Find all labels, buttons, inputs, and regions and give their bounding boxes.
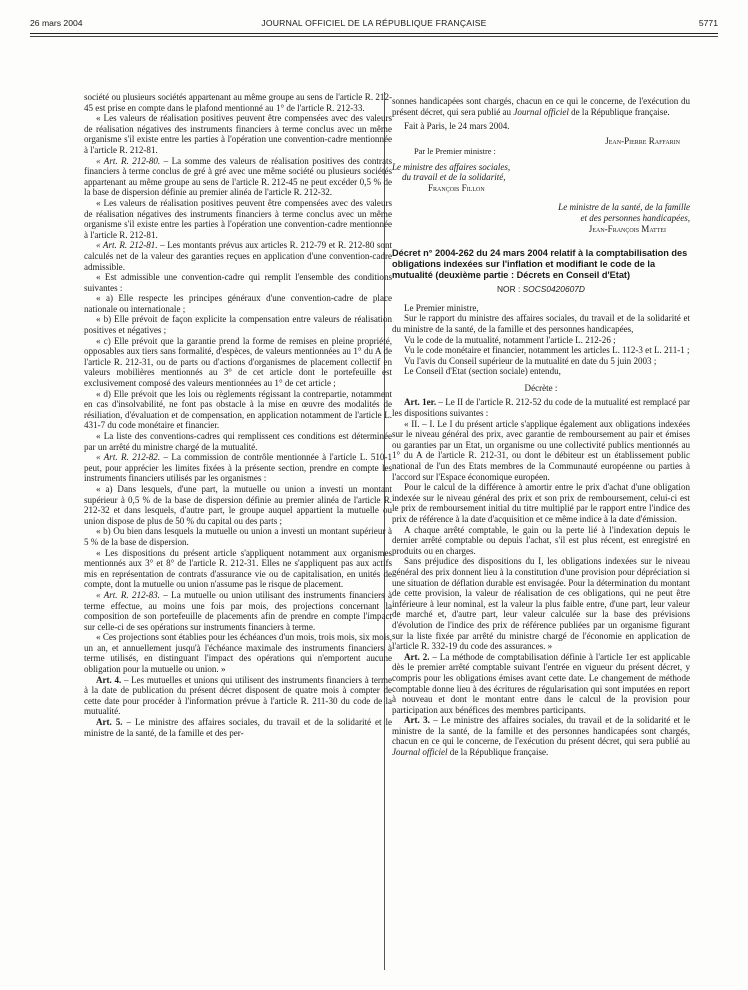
header-date: 26 mars 2004 xyxy=(30,18,83,28)
article-3-text: – Le ministre des affaires sociales, du travail et de la solidarité et le ministre de la santé, de la famille et des personnes handicapées sont chargés, chacun en ce qui le concerne, de l'exécution du présent décret, qui sera publié au xyxy=(392,715,690,747)
left-paragraph xyxy=(84,431,392,452)
paragraph-text: – Les mutuelles et unions qui utilisent des instruments financiers à terme à la date de publication du présent décret disposent de quatre mois à compter de cette date pour procéder à l'information prévue à l'article R. 211-30 du code de la mutualité. xyxy=(84,674,392,717)
article-reference: « Art. R. 212-82. xyxy=(96,452,161,463)
paragraph-text: « a) Elle respecte les principes généraux d'une convention-cadre de place nationale ou internationale ; xyxy=(84,293,392,314)
left-paragraph xyxy=(84,314,392,335)
left-paragraph xyxy=(84,452,392,484)
paragraph-text: – La somme des valeurs de réalisation positives des contrats financiers à terme conclus de gré à gré avec une même société ou plusieurs sociétés appartenant au même groupe au sens de l'article R. 212-45 ne peut excéder 0,5 % de la base de dispersion définie au premier alinéa de l'article R. 212-32. xyxy=(84,155,392,198)
paragraph-text: Sur le rapport du ministre des affaires sociales, du travail et de la solidarité et du ministre de la santé, de la famille et des personnes handicapées, xyxy=(392,313,690,334)
left-paragraph xyxy=(84,336,392,389)
signer-mattei: Jean-François Mattei xyxy=(588,223,666,234)
nor-reference xyxy=(392,284,690,295)
left-paragraph xyxy=(84,526,392,547)
left-paragraph xyxy=(84,389,392,431)
paragraph-text: – Le II de l'article R. 212-52 du code de la mutualité est remplacé par les dispositions suivantes : xyxy=(392,397,690,419)
left-paragraph xyxy=(84,675,392,717)
left-paragraph xyxy=(84,590,392,632)
paragraph-text: Sans préjudice des dispositions du I, les obligations indexées sur le niveau général des prix donnent lieu à la constitution d'une provision pour dépréciation si une situation de déflation durable est envisagée. Pour la détermination du montant de cette provision, la valeur de réalisation de ces obligations, qui ne peut être inférieure à leur nominal, est la valeur la plus faible entre, d'une part, leur valeur de marché et, d'autre part, leur valeur calculée sur la base des prévisions d'évolution de l'indice des prix de référence publiées par un organisme figurant sur la liste fixée par arrêté du ministre chargé de l'économie en application de l'article R. 332-19 du code des assurances. » xyxy=(392,556,690,652)
nor-code: SOCS0420607D xyxy=(522,284,585,295)
header-journal-title: JOURNAL OFFICIEL DE LA RÉPUBLIQUE FRANÇAISE xyxy=(261,18,487,28)
paragraph-text: – Le ministre des affaires sociales, du travail et de la solidarité et le ministre de la santé, de la famille et des per- xyxy=(84,717,392,738)
minister-social-affairs-line1: Le ministre des affaires sociales, xyxy=(392,161,511,172)
paragraph-text: « La liste des conventions-cadres qui remplissent ces conditions est déterminée par un arrêté du ministre chargé de la mutualité. xyxy=(84,431,392,452)
paragraph-text: Vu le code monétaire et financier, notamment les articles L. 112-3 et L. 211-1 ; xyxy=(404,345,690,356)
minister-health-line2: et des personnes handicapées, xyxy=(580,212,690,223)
paragraph-text: Vu l'avis du Conseil supérieur de la mutualité en date du 5 juin 2003 ; xyxy=(404,355,657,366)
left-paragraph xyxy=(84,484,392,526)
paragraph-text: « Les valeurs de réalisation positives peuvent être compensées avec des valeurs de réalisation négatives des instruments financiers à terme conclus avec un même organisme s'il existe entre les parties à l'opération une convention-cadre mentionnée à l'article R. 212-81. xyxy=(84,113,392,155)
signer-fillon: François Fillon xyxy=(428,183,485,194)
journal-officiel-ref: Journal officiel xyxy=(513,106,569,117)
preamble-paragraph xyxy=(392,335,690,346)
paragraph-text: A chaque arrêté comptable, le gain ou la perte lié à l'indexation depuis le dernier arrêté comptable ou depuis l'achat, s'il est plus récent, est enregistré en produits ou en charges. xyxy=(392,524,690,556)
header-page-number: 5771 xyxy=(698,18,718,28)
decree-title: Décret n° 2004-262 du 24 mars 2004 relatif à la comptabilisation des obligations indexées sur l'inflation et modifiant le code de la mutualité (deuxième partie : Décrets en Conseil d'Etat) xyxy=(392,248,688,280)
decree-preamble xyxy=(392,303,690,377)
preamble-paragraph xyxy=(392,303,690,314)
signer-prime-minister: Jean-Pierre Raffarin xyxy=(605,135,680,146)
preamble-paragraph xyxy=(392,345,690,356)
paragraph-text: – La mutuelle ou union utilisant des instruments financiers à terme effectue, au moins une fois par mois, des projections concernant la composition de son portefeuille de placements afin de prendre en compte l'impact sur celle-ci de ses opérations sur instruments financiers à terme. xyxy=(84,589,392,632)
article-paragraph xyxy=(392,556,690,651)
paragraph-text: « Ces projections sont établies pour les échéances d'un mois, trois mois, six mois, un an, et annuellement jusqu'à l'échéance maximale des instruments financiers à terme utilisés, en distinguant l'impact des opérations qui n'emportent aucune obligation pour la mutuelle ou union. » xyxy=(84,632,392,675)
article-paragraph xyxy=(392,652,690,716)
signature-date: Fait à Paris, le 24 mars 2004. xyxy=(404,121,510,132)
paragraph-text: « Les valeurs de réalisation positives peuvent être compensées avec des valeurs de réalisation négatives des instruments financiers à terme conclus avec un même organisme s'il existe entre les parties à l'opération une convention-cadre mentionnée à l'article R. 212-81. xyxy=(84,197,392,240)
minister-health-line1: Le ministre de la santé, de la famille xyxy=(558,201,690,212)
left-paragraph xyxy=(84,293,392,314)
paragraph-text: « Les dispositions du présent article s'appliquent notamment aux organismes mentionnés aux 3° et 8° de l'article R. 212-31. Elles ne s'appliquent pas aux actifs mis en représentation de contrats d'assurance vie ou de capitalisation, en unités de compte, dont la mutuelle ou union n'assume pas le risque de placement. xyxy=(84,547,392,590)
left-paragraph xyxy=(84,240,392,272)
article-paragraph xyxy=(392,397,690,418)
article-reference: « Art. R. 212-83. xyxy=(96,589,160,600)
paragraph-text: – Les montants prévus aux articles R. 212-79 et R. 212-80 sont calculés net de la valeur des garanties reçues en application d'une convention-cadre admissible. xyxy=(84,240,392,272)
left-paragraph xyxy=(84,717,392,738)
article-paragraph xyxy=(392,419,690,483)
signature-block xyxy=(392,121,690,234)
paragraph-text: « c) Elle prévoit que la garantie prend la forme de remises en pleine propriété, opposables aux tiers sans formalité, d'espèces, de valeurs mentionnées au 1° du A de l'article R. 212-31, ou de parts ou d'actions d'organismes de placement collectif en valeurs mobilières mentionnés au 3° de cet article dont le portefeuille est exclusivement composé des valeurs mentionnées au 1° de cet article ; xyxy=(84,335,392,389)
left-paragraph xyxy=(84,113,392,155)
article-reference: « Art. R. 212-81. xyxy=(96,240,158,251)
paragraph-text: – La méthode de comptabilisation définie à l'article 1er est applicable dès le premier arrêté comptable suivant l'entrée en vigueur du présent décret, y compris pour les obligations émises avant cette date. Le changement de méthode comptable donne lieu à des écritures de régularisation qui sont imputées en report à nouveau et dont le montant entre dans le calcul de la provision pour participation aux bénéfices des membres participants. xyxy=(392,651,690,715)
article-3-label: Art. 3. xyxy=(404,715,430,726)
article-label: Art. 4. xyxy=(96,674,122,685)
left-column xyxy=(84,92,392,738)
paragraph-text: « d) Elle prévoit que les lois ou règlements régissant la contrepartie, notamment en cas d'insolvabilité, ne font pas obstacle à la mise en œuvre des modalités de résiliation, d'évaluation et de compensation, en application notamment de l'article L. 431-7 du code monétaire et financier. xyxy=(84,388,392,431)
paragraph-text: « a) Dans lesquels, d'une part, la mutuelle ou union a investi un montant supérieur à 0,5 % de la base de dispersion définie au premier alinéa de l'article R. 212-32 et dans lesquels, d'autre part, le groupe auquel appartient la mutuelle ou union dispose de plus de 50 % du capital ou des parts ; xyxy=(84,483,392,526)
left-paragraph xyxy=(84,156,392,198)
left-paragraph xyxy=(84,198,392,240)
header-rule xyxy=(30,33,718,34)
paragraph-text: Le Premier ministre, xyxy=(404,302,479,313)
paragraph-text: – La commission de contrôle mentionnée à l'article L. 510-1 peut, pour apprécier les limites fixées à la présente section, prendre en compte les instruments financiers utilisés par les organismes : xyxy=(84,452,392,484)
paragraph-text: « II. – I. Le I du présent article s'applique également aux obligations indexées sur le niveau général des prix, avec garantie de remboursement au pair et émises ou garanties par un Etat, un organisme ou une collectivité publics mentionnés au 1° du A de l'article R. 212-31, ou dont le débiteur est un établissement public national de l'un des Etats membres de la Communauté européenne ou parties à l'accord sur l'Espace économique européen. xyxy=(392,418,690,482)
article-3-text-end: de la République française. xyxy=(447,747,549,758)
article-label: Art. 1er. xyxy=(404,397,437,408)
preamble-paragraph xyxy=(392,313,690,334)
paragraph-text: « b) Elle prévoit de façon explicite la compensation entre valeurs de réalisation positives et négatives ; xyxy=(84,314,392,336)
preamble-paragraph xyxy=(392,366,690,377)
continuation-paragraph xyxy=(392,96,690,117)
par-le-premier-ministre: Par le Premier ministre : xyxy=(414,146,496,156)
paragraph-text: Le Conseil d'Etat (section sociale) entendu, xyxy=(404,366,561,377)
article-label: Art. 2. xyxy=(404,651,430,662)
left-paragraph xyxy=(84,548,392,590)
page-header xyxy=(30,18,718,32)
paragraph-text: « b) Ou bien dans lesquels la mutuelle ou union a investi un montant supérieur à 5 % de la base de dispersion. xyxy=(84,526,392,547)
paragraph-text: Pour le calcul de la différence à amortir entre le prix d'achat d'une obligation indexée sur le niveau général des prix et son prix de remboursement, celui-ci est le prix de remboursement initial du titre multiplié par le rapport entre l'indice des prix de référence à la date d'acquisition et ce même indice à la date d'émission. xyxy=(392,482,690,525)
continuation-end: de la République française. xyxy=(568,106,670,117)
decree-articles xyxy=(392,397,690,715)
minister-social-affairs-line2: du travail et de la solidarité, xyxy=(402,172,506,183)
header-rule-thin xyxy=(30,36,718,37)
article-reference: « Art. R. 212-80. xyxy=(96,155,161,166)
article-3 xyxy=(392,715,690,757)
continuation-text: sonnes handicapées sont chargés, chacun en ce qui le concerne, de l'exécution du présent décret, qui sera publié au xyxy=(392,96,690,117)
nor-label: NOR : xyxy=(497,284,523,295)
article-paragraph xyxy=(392,482,690,524)
article-label: Art. 5. xyxy=(96,717,123,728)
left-paragraph xyxy=(84,92,392,113)
article-paragraph xyxy=(392,525,690,557)
paragraph-text: « Est admissible une convention-cadre qui remplit l'ensemble des conditions suivantes : xyxy=(84,272,392,293)
right-column xyxy=(392,96,690,758)
left-paragraph xyxy=(84,272,392,293)
preamble-paragraph xyxy=(392,356,690,367)
paragraph-text: Vu le code de la mutualité, notamment l'article L. 212-26 ; xyxy=(404,334,616,345)
paragraph-text: société ou plusieurs sociétés appartenant au même groupe au sens de l'article R. 212-45 est prise en compte dans le plafond mentionné au 1° de l'article R. 212-33. xyxy=(84,92,392,113)
left-paragraph xyxy=(84,632,392,674)
article-3-journal-ref: Journal officiel xyxy=(392,747,448,758)
decrete-heading: Décrète : xyxy=(524,382,558,393)
